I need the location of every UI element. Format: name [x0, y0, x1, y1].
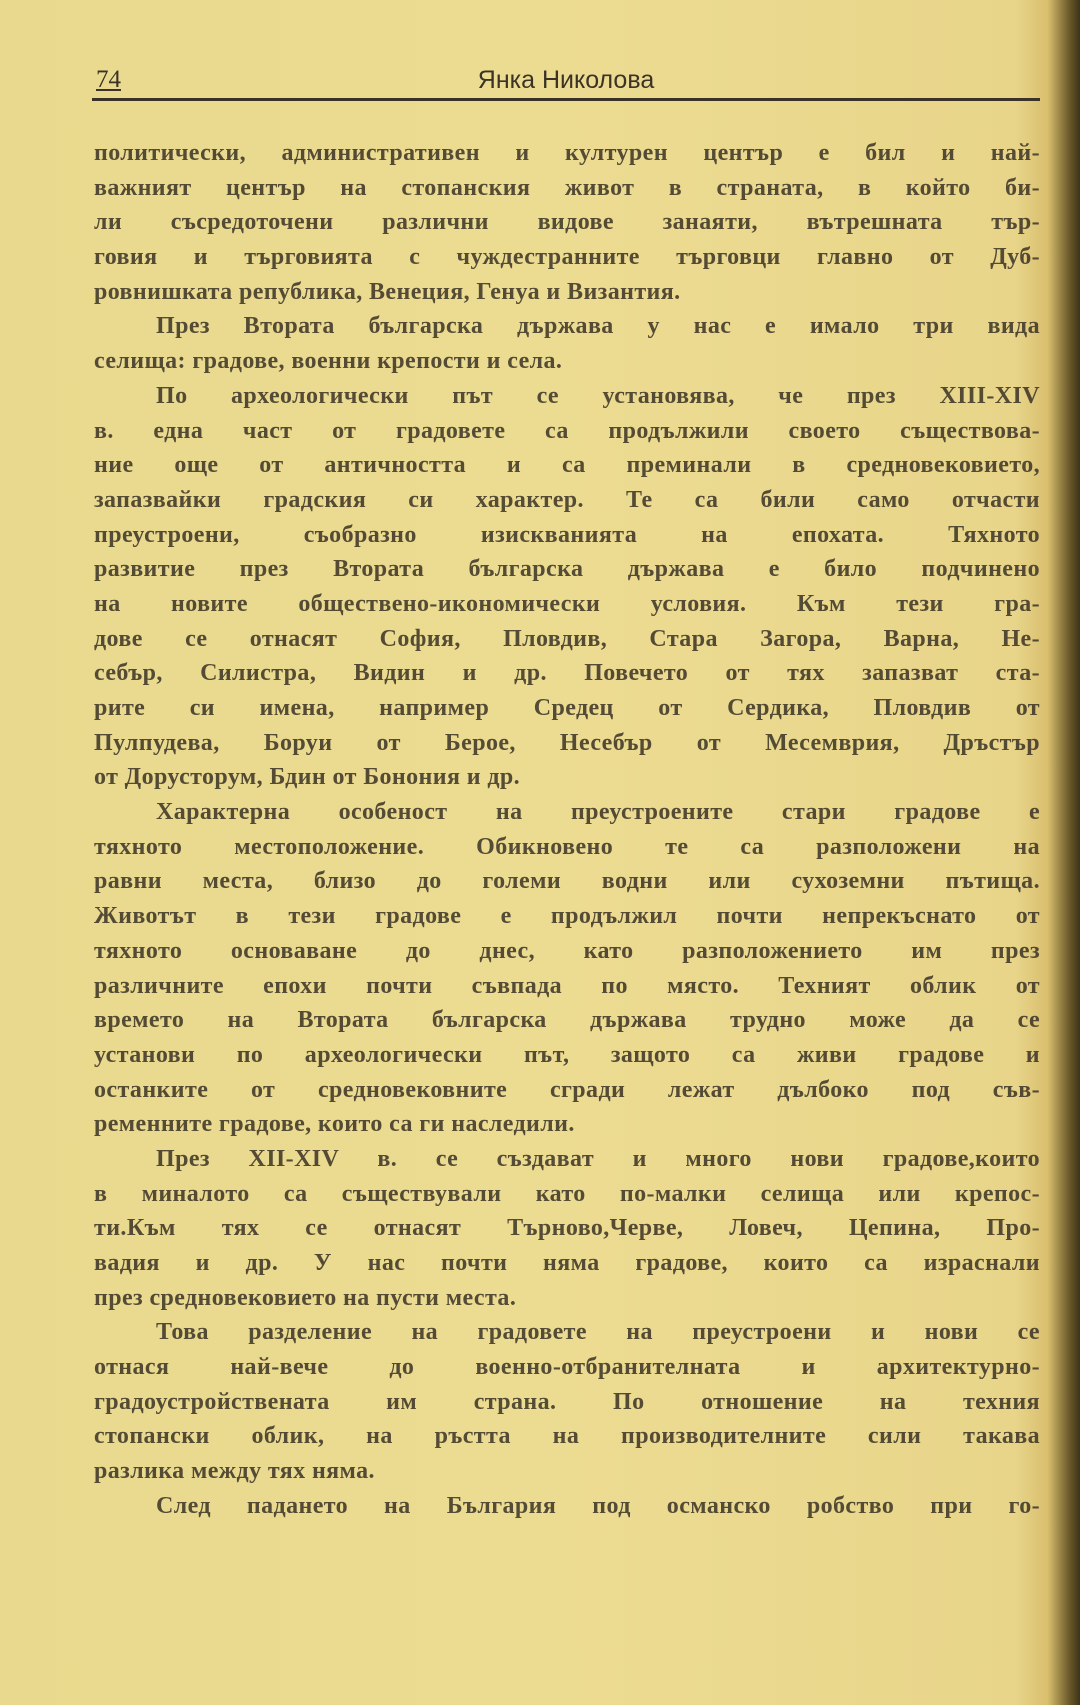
text-line: ли съсредоточени различни видове занаяти, вътрешната тър-: [94, 209, 1040, 236]
text-line: тяхното местоположение. Обикновено те са разположени на: [94, 833, 1040, 860]
text-line: След падането на България под османско робство при го-: [156, 1492, 1040, 1519]
text-line: ти.Към тях се отнасят Търново,Черве, Ловеч, Цепина, Про-: [94, 1215, 1040, 1242]
text-line: Характерна особеност на преустроените стари градове е: [156, 799, 1040, 826]
text-line: в миналото са съществували като по-малки селища или крепос-: [94, 1180, 1040, 1207]
text-line: през средновековието на пусти места.: [94, 1284, 517, 1311]
text-line: политически, административен и културен център е бил и най-: [94, 140, 1040, 166]
paragraph: [94, 1315, 1040, 1488]
text-line: останките от средновековните сгради лежат дълбоко под съв-: [94, 1076, 1040, 1103]
text-line: рите си имена, например Средец от Сердика, Пловдив от: [94, 695, 1040, 721]
text-line: важният център на стопанския живот в страната, в който би-: [94, 174, 1040, 201]
text-line: различните епохи почти съвпада по място. Техният облик от: [94, 972, 1040, 999]
text-line: селища: градове, военни крепости и села.: [94, 348, 563, 375]
text-line: стопански облик, на ръстта на производителните сили такава: [94, 1423, 1040, 1450]
text-line: ременните градове, които са ги наследили.: [94, 1111, 575, 1138]
running-title: Янка Николова: [477, 66, 655, 94]
text-line: Това разделение на градовете на преустроени и нови се: [156, 1319, 1040, 1346]
page-number: 74: [96, 66, 121, 93]
paragraph: [94, 1142, 1040, 1315]
text-line: вадия и др. У нас почти няма градове, които са израснали: [94, 1250, 1040, 1276]
text-line: преустроени, съобразно изискванията на епохата. Тяхното: [94, 521, 1040, 548]
text-line: установи по археологически път, защото са живи градове и: [94, 1041, 1040, 1068]
text-line: равни места, близо до големи водни или сухоземни пътища.: [94, 868, 1040, 895]
text-line: През Втората българска държава у нас е имало три вида: [156, 313, 1040, 340]
text-line: Пулпудева, Боруи от Берое, Несебър от Месемврия, Дръстър: [94, 729, 1040, 756]
text-line: на новите обществено-икономически условия. Към тези гра-: [94, 590, 1040, 617]
text-line: дове се отнасят София, Пловдив, Стара Загора, Варна, Не-: [94, 625, 1040, 652]
text-line: През XII-XIV в. се създават и много нови градове,които: [156, 1145, 1040, 1172]
text-line: Животът в тези градове е продължил почти непрекъснато от: [94, 903, 1040, 930]
paragraph: [94, 136, 1040, 309]
text-line: от Дорусторум, Бдин от Бонония и др.: [94, 764, 521, 791]
text-line: отнася най-вече до военно-отбранителната и архитектурно-: [94, 1354, 1040, 1381]
paragraph: [94, 1489, 1040, 1524]
text-line: ровнишката република, Венеция, Генуа и Византия.: [94, 278, 681, 305]
paragraph: [94, 379, 1040, 795]
text-line: говия и търговията с чуждестранните търговци главно от Дуб-: [94, 244, 1040, 271]
text-line: развитие през Втората българска държава е било подчинено: [94, 556, 1040, 583]
text-line: разлика между тях няма.: [94, 1458, 375, 1485]
text-line: По археологически път се установява, че през XIII-XIV: [156, 382, 1040, 409]
text-line: в. една част от градовете са продължили своето съществова-: [94, 417, 1040, 444]
text-line: тяхното основаване до днес, като разположението им през: [94, 937, 1040, 964]
text-line: градоустройствената им страна. По отношение на техния: [94, 1388, 1040, 1415]
text-line: запазвайки градския си характер. Те са били само отчасти: [94, 486, 1040, 513]
text-line: себър, Силистра, Видин и др. Повечето от тях запазват ста-: [94, 660, 1040, 687]
paragraph: [94, 309, 1040, 378]
page-body: [94, 136, 1040, 1524]
running-header: [92, 62, 1040, 101]
text-line: ние още от античността и са преминали в средновековието,: [94, 452, 1040, 479]
text-line: времето на Втората българска държава трудно може да се: [94, 1007, 1040, 1034]
paragraph: [94, 795, 1040, 1142]
